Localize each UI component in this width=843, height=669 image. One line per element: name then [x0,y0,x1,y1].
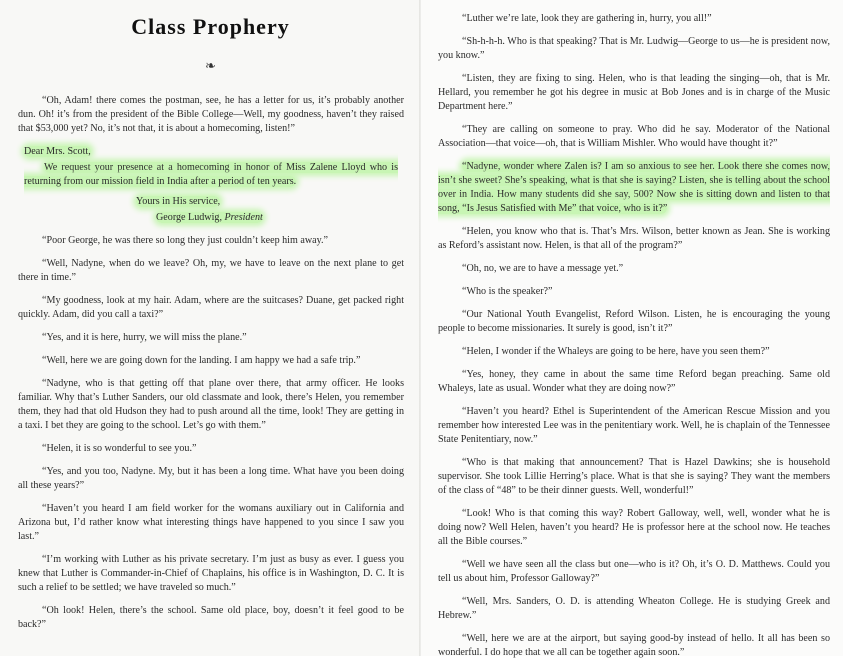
letter-signature [156,212,263,223]
paragraph: “Luther we’re late, look they are gathering in, hurry, you all!” [462,13,712,24]
paragraph: “Oh look! Helen, there’s the school. Same old place, boy, doesn’t it feel good to be back?” [18,605,404,630]
paragraph: “Helen, I wonder if the Whaleys are going to be here, have you seen them?” [462,346,770,357]
letter-body: We request your presence at a homecoming in honor of Miss Zalene Lloyd who is returning from our mission field in India after a period of ten years. [24,162,398,187]
paragraph: “My goodness, look at my hair. Adam, where are the suitcases? Duane, get packed right quickly. Adam, did you call a taxi?” [18,295,404,320]
fleuron-ornament: ❧ [205,58,216,73]
page-title: Class Prophery [131,14,290,39]
right-column [438,12,830,669]
signature-name: George Ludwig, [156,212,225,223]
intro-paragraph: “Oh, Adam! there comes the postman, see, he has a letter for us, it’s probably another dun. Oh! it’s from the president of the Bible College—Well, my goodness, haven’t they raised that $53,000 yet? No, it’s not that, it is about a homecoming, listen!” [18,95,404,134]
highlighted-text: “Nadyne, wonder where Zalen is? I am so anxious to see her. Look there she comes now, isn’t she sweet? She’s speaking, what is that she is saying? Listen, she is telling about the school over in India. How many students did she say, 500? Now she is sitting down and listen to that song, “Is Jesus Satisfied with Me” that voice, who is it?” [438,161,830,214]
paragraph: “Helen, you know who that is. That’s Mrs. Wilson, better known as Jean. She is working as Reford’s assistant now. Helen, is that all of the program?” [438,226,830,251]
paragraph: “Well, here we are at the airport, but saying good-by instead of hello. It all has been so wonderful. I do hope that we all can be together again soon.” [438,633,830,658]
paragraph: “Sh-h-h-h. Who is that speaking? That is Mr. Ludwig—George to us—he is president now, you know.” [438,36,830,61]
paragraph: “Who is that making that announcement? That is Hazel Dawkins; she is household supervisor. She took Lillie Herring’s place. What is that she is saying? They want the members of the class of “48” to be their dinner guests. Well, wonderful!” [438,457,830,496]
paragraph: “I’m working with Luther as his private secretary. I’m just as busy as ever. I guess you knew that Luther is Commander-in-Chief of Chaplains, his office is in Washington, D. C. It is such a relief to be settled; we have traveled so much.” [18,554,404,593]
highlighted-paragraph [438,160,830,216]
paragraph: “Listen, they are fixing to sing. Helen, who is that leading the singing—oh, that is Mr. Hellard, you remember he got his degree in music at Bob Jones and is in charge of the Music Department here.” [438,73,830,112]
left-column [18,94,404,641]
signature-title: President [224,212,263,223]
invitation-letter [18,145,404,225]
paragraph: “Well we have seen all the class but one—who is it? Oh, it’s O. D. Matthews. Could you tell us about him, Professor Galloway?” [438,559,830,584]
letter-salutation: Dear Mrs. Scott, [24,146,91,157]
paragraph: “Poor George, he was there so long they just couldn’t keep him away.” [42,235,329,246]
paragraph: “Yes, and you too, Nadyne. My, but it has been a long time. What have you been doing all these years?” [18,466,404,491]
paragraph: “Haven’t you heard I am field worker for the womans auxiliary out in California and Arizona but, I’d rather know what interesting things have happened to you since I saw you last.” [18,503,404,542]
paragraph: “Well, Nadyne, when do we leave? Oh, my, we have to leave on the next plane to get there in time.” [18,258,404,283]
paragraph: “Who is the speaker?” [462,286,553,297]
paragraph: “Look! Who is that coming this way? Robert Galloway, well, well, wonder what he is doing now? Well Helen, haven’t you heard? He is professor here at the school now. He teaches all the Bible courses.” [438,508,830,547]
paragraph: “Yes, honey, they came in about the same time Reford began preaching. Same old Whaleys, late as usual. Wonder what they are doing now?” [438,369,830,394]
paragraph: “They are calling on someone to pray. Who did he say. Moderator of the National Association—that voice—oh, that is William Mishler. Who would have thought it?” [438,124,830,149]
paragraph: “Nadyne, who is that getting off that plane over there, that army officer. He looks familiar. Why that’s Luther Sanders, our old classmate and look, there’s Helen, you remember them, they had that old Hudson they had to push around all the time, look! They are getting in a taxi. I bet they are going to the school. Let’s go with them.” [18,378,404,431]
paragraph: “Our National Youth Evangelist, Reford Wilson. Listen, he is encouraging the young people to become missionaries. It surely is good, isn’t it?” [438,309,830,334]
paragraph: “Haven’t you heard? Ethel is Superintendent of the American Rescue Mission and you remember how interested Lee was in the penitentiary work. Well, he is chaplain of the Tennessee State Penitentiary, now.” [438,406,830,445]
paragraph: “Well, here we are going down for the landing. I am happy we had a safe trip.” [42,355,361,366]
paragraph: “Helen, it is so wonderful to see you.” [42,443,197,454]
letter-closing: Yours in His service, [136,196,221,207]
paragraph: “Well, Mrs. Sanders, O. D. is attending Wheaton College. He is studying Greek and Hebrew.” [438,596,830,621]
paragraph: “Oh, no, we are to have a message yet.” [462,263,624,274]
paragraph: “Yes, and it is here, hurry, we will miss the plane.” [42,332,247,343]
